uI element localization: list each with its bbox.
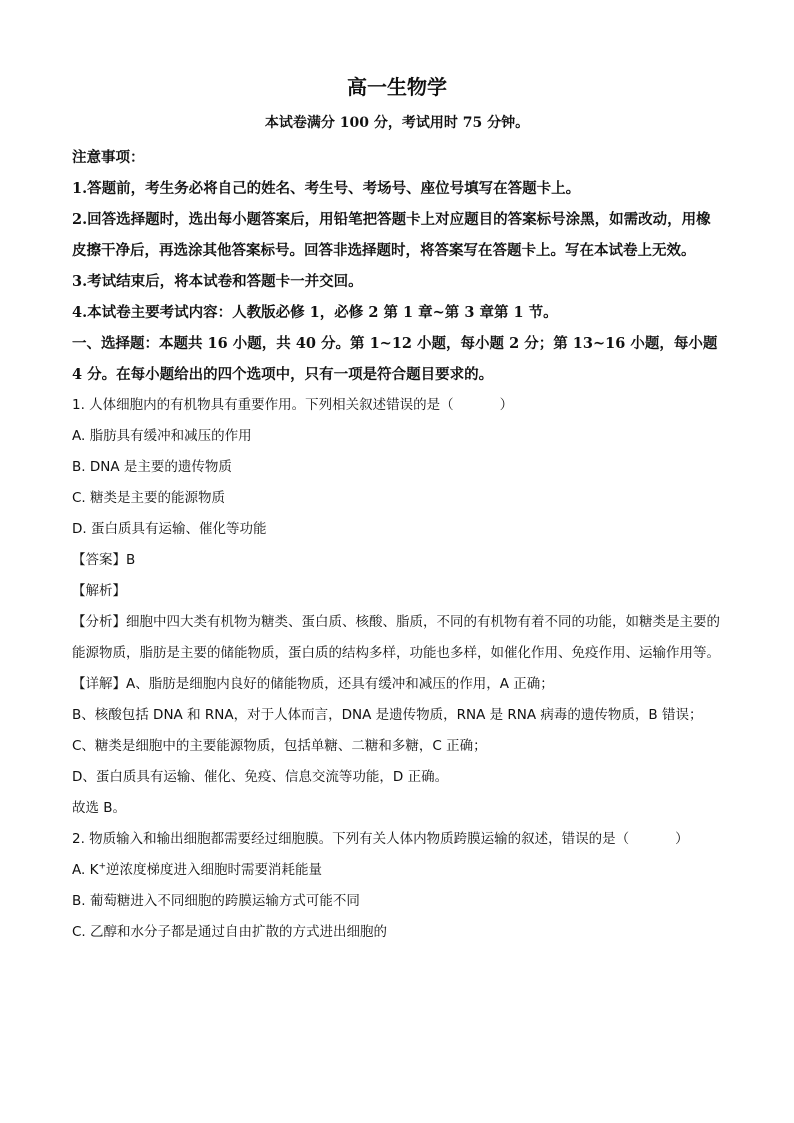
option-a: A. K+逆浓度梯度进入细胞时需要消耗能量 — [72, 861, 322, 878]
option-d: D. 蛋白质具有运输、催化等功能 — [72, 521, 267, 537]
conclusion: 故选 B。 — [72, 800, 127, 816]
notes-heading: 注意事项： — [72, 149, 145, 166]
section-heading: 一、选择题：本题共 16 小题，共 40 分。第 1~12 小题，每小题 2 分；第 13~16 小题，每小题 4 分。在每小题给出的四个选项中，只有一项是符合题目要求的。 — [72, 335, 718, 383]
detail-line: 【详解】A、脂肪是细胞内良好的储能物质，还具有缓冲和减压的作用，A 正确； — [72, 676, 554, 692]
detail-line: C、糖类是细胞中的主要能源物质，包括单糖、二糖和多糖，C 正确； — [72, 738, 487, 754]
analysis-heading: 【解析】 — [72, 583, 126, 599]
note-item: 1.答题前，考生务必将自己的姓名、考生号、考场号、座位号填写在答题卡上。 — [72, 180, 581, 197]
question-1-stem: 1. 人体细胞内的有机物具有重要作用。下列相关叙述错误的是（ ） — [72, 397, 514, 413]
option-c: C. 糖类是主要的能源物质 — [72, 490, 226, 506]
note-item: 2.回答选择题时，选出每小题答案后，用铅笔把答题卡上对应题目的答案标号涂黑，如需改动，用橡皮擦干净后，再选涂其他答案标号。回答非选择题时，将答案写在答题卡上。写在本试卷上无效。 — [72, 211, 711, 259]
exam-page — [72, 74, 722, 948]
analysis-text: 【分析】细胞中四大类有机物为糖类、蛋白质、核酸、脂质，不同的有机物有着不同的功能，如糖类是主要的能源物质，脂肪是主要的储能物质，蛋白质的结构多样，功能也多样，如催化作用、免疫作用、运输作用等。 — [72, 614, 720, 661]
option-b: B. DNA 是主要的遗传物质 — [72, 459, 232, 475]
option-b: B. 葡萄糖进入不同细胞的跨膜运输方式可能不同 — [72, 893, 360, 909]
option-a: A. 脂肪具有缓冲和减压的作用 — [72, 428, 252, 444]
exam-subtitle: 本试卷满分 100 分，考试用时 75 分钟。 — [264, 115, 530, 131]
answer: 【答案】B — [72, 552, 136, 568]
option-c: C. 乙醇和水分子都是通过自由扩散的方式进出细胞的 — [72, 924, 388, 940]
question-2-stem: 2. 物质输入和输出细胞都需要经过细胞膜。下列有关人体内物质跨膜运输的叙述，错误的是（ ） — [72, 831, 689, 847]
note-item: 4.本试卷主要考试内容：人教版必修 1，必修 2 第 1 章~第 3 章第 1 节。 — [72, 304, 558, 321]
detail-line: B、核酸包括 DNA 和 RNA，对于人体而言，DNA 是遗传物质，RNA 是 RNA 病毒的遗传物质，B 错误； — [72, 707, 703, 723]
page-title: 高一生物学 — [347, 75, 447, 99]
note-item: 3.考试结束后，将本试卷和答题卡一并交回。 — [72, 273, 363, 290]
detail-line: D、蛋白质具有运输、催化、免疫、信息交流等功能，D 正确。 — [72, 769, 449, 785]
